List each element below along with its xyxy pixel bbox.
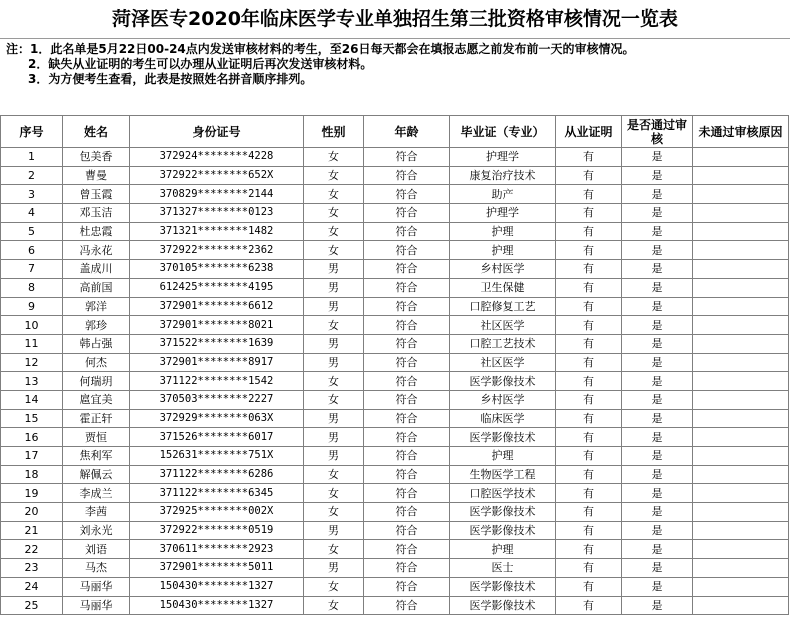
gender-cell[interactable]: 女 xyxy=(304,484,364,503)
note-line: 3．为方便考生查看，此表是按照姓名拼音顺序排列。 xyxy=(28,72,313,86)
table-row xyxy=(1,503,789,522)
major-cell[interactable]: 护理 xyxy=(450,540,556,559)
row-number-cell[interactable]: 9 xyxy=(1,297,63,316)
gender-cell[interactable]: 女 xyxy=(304,185,364,204)
fail-reason-cell[interactable] xyxy=(693,540,789,559)
table-row xyxy=(1,428,789,447)
id-number-cell[interactable]: 371522********1639 xyxy=(130,334,304,353)
id-number-cell[interactable]: 372922********0519 xyxy=(130,521,304,540)
table-row xyxy=(1,540,789,559)
employment-cert-cell[interactable]: 有 xyxy=(556,503,622,522)
employment-cert-cell[interactable]: 有 xyxy=(556,372,622,391)
row-number-cell[interactable]: 19 xyxy=(1,484,63,503)
table-row xyxy=(1,204,789,223)
id-number-cell[interactable]: 372922********652X xyxy=(130,166,304,185)
pass-status-cell[interactable]: 是 xyxy=(622,390,693,409)
employment-cert-cell[interactable]: 有 xyxy=(556,260,622,279)
gender-cell[interactable]: 男 xyxy=(304,559,364,578)
age-cell[interactable]: 符合 xyxy=(364,540,450,559)
header-cell[interactable]: 毕业证（专业） xyxy=(450,116,556,148)
fail-reason-cell[interactable] xyxy=(693,241,789,260)
employment-cert-cell[interactable]: 有 xyxy=(556,428,622,447)
name-cell[interactable]: 何瑞玥 xyxy=(63,372,130,391)
header-cell[interactable]: 从业证明 xyxy=(556,116,622,148)
pass-status-cell[interactable]: 是 xyxy=(622,148,693,167)
fail-reason-cell[interactable] xyxy=(693,316,789,335)
age-cell[interactable]: 符合 xyxy=(364,148,450,167)
table-row xyxy=(1,316,789,335)
row-number-cell[interactable]: 15 xyxy=(1,409,63,428)
table-row xyxy=(1,334,789,353)
major-cell[interactable]: 乡村医学 xyxy=(450,390,556,409)
age-cell[interactable]: 符合 xyxy=(364,428,450,447)
age-cell[interactable]: 符合 xyxy=(364,409,450,428)
gender-cell[interactable]: 女 xyxy=(304,204,364,223)
table-row xyxy=(1,241,789,260)
age-cell[interactable]: 符合 xyxy=(364,372,450,391)
fail-reason-cell[interactable] xyxy=(693,372,789,391)
row-number-cell[interactable]: 14 xyxy=(1,390,63,409)
employment-cert-cell[interactable]: 有 xyxy=(556,577,622,596)
major-cell[interactable]: 生物医学工程 xyxy=(450,465,556,484)
age-cell[interactable]: 符合 xyxy=(364,596,450,615)
major-cell[interactable]: 卫生保健 xyxy=(450,278,556,297)
table-row xyxy=(1,297,789,316)
employment-cert-cell[interactable]: 有 xyxy=(556,540,622,559)
id-number-cell[interactable]: 371122********6286 xyxy=(130,465,304,484)
name-cell[interactable]: 冯永花 xyxy=(63,241,130,260)
row-number-cell[interactable]: 22 xyxy=(1,540,63,559)
table-row xyxy=(1,390,789,409)
table-row xyxy=(1,484,789,503)
name-cell[interactable]: 李茜 xyxy=(63,503,130,522)
age-cell[interactable]: 符合 xyxy=(364,353,450,372)
major-cell[interactable]: 护理 xyxy=(450,447,556,466)
pass-status-cell[interactable]: 是 xyxy=(622,372,693,391)
employment-cert-cell[interactable]: 有 xyxy=(556,316,622,335)
gender-cell[interactable]: 男 xyxy=(304,278,364,297)
id-number-cell[interactable]: 370611********2923 xyxy=(130,540,304,559)
id-number-cell[interactable]: 372922********2362 xyxy=(130,241,304,260)
gender-cell[interactable]: 男 xyxy=(304,428,364,447)
employment-cert-cell[interactable]: 有 xyxy=(556,185,622,204)
review-table xyxy=(0,115,789,615)
employment-cert-cell[interactable]: 有 xyxy=(556,353,622,372)
age-cell[interactable]: 符合 xyxy=(364,278,450,297)
pass-status-cell[interactable]: 是 xyxy=(622,204,693,223)
id-number-cell[interactable]: 150430********1327 xyxy=(130,577,304,596)
pass-status-cell[interactable]: 是 xyxy=(622,222,693,241)
row-number-cell[interactable]: 2 xyxy=(1,166,63,185)
gender-cell[interactable]: 女 xyxy=(304,503,364,522)
id-number-cell[interactable]: 371321********1482 xyxy=(130,222,304,241)
major-cell[interactable]: 社区医学 xyxy=(450,353,556,372)
id-number-cell[interactable]: 372901********6612 xyxy=(130,297,304,316)
id-number-cell[interactable]: 372901********5011 xyxy=(130,559,304,578)
major-cell[interactable]: 口腔工艺技术 xyxy=(450,334,556,353)
name-cell[interactable]: 盖成川 xyxy=(63,260,130,279)
id-number-cell[interactable]: 370829********2144 xyxy=(130,185,304,204)
id-number-cell[interactable]: 370105********6238 xyxy=(130,260,304,279)
gender-cell[interactable]: 女 xyxy=(304,316,364,335)
fail-reason-cell[interactable] xyxy=(693,559,789,578)
fail-reason-cell[interactable] xyxy=(693,260,789,279)
table-row xyxy=(1,222,789,241)
row-number-cell[interactable]: 8 xyxy=(1,278,63,297)
gender-cell[interactable]: 男 xyxy=(304,353,364,372)
row-number-cell[interactable]: 1 xyxy=(1,148,63,167)
gender-cell[interactable]: 男 xyxy=(304,447,364,466)
table-row xyxy=(1,447,789,466)
note-line: 2．缺失从业证明的考生可以办理从业证明后再次发送审核材料。 xyxy=(28,57,373,71)
row-number-cell[interactable]: 11 xyxy=(1,334,63,353)
age-cell[interactable]: 符合 xyxy=(364,334,450,353)
name-cell[interactable]: 李成兰 xyxy=(63,484,130,503)
fail-reason-cell[interactable] xyxy=(693,390,789,409)
employment-cert-cell[interactable]: 有 xyxy=(556,559,622,578)
employment-cert-cell[interactable]: 有 xyxy=(556,409,622,428)
name-cell[interactable]: 贾恒 xyxy=(63,428,130,447)
employment-cert-cell[interactable]: 有 xyxy=(556,521,622,540)
row-number-cell[interactable]: 10 xyxy=(1,316,63,335)
id-number-cell[interactable]: 372929********063X xyxy=(130,409,304,428)
name-cell[interactable]: 曾玉霞 xyxy=(63,185,130,204)
row-number-cell[interactable]: 4 xyxy=(1,204,63,223)
fail-reason-cell[interactable] xyxy=(693,484,789,503)
employment-cert-cell[interactable]: 有 xyxy=(556,484,622,503)
employment-cert-cell[interactable]: 有 xyxy=(556,596,622,615)
employment-cert-cell[interactable]: 有 xyxy=(556,278,622,297)
id-number-cell[interactable]: 371327********0123 xyxy=(130,204,304,223)
name-cell[interactable]: 韩占强 xyxy=(63,334,130,353)
fail-reason-cell[interactable] xyxy=(693,297,789,316)
gender-cell[interactable]: 男 xyxy=(304,260,364,279)
fail-reason-cell[interactable] xyxy=(693,521,789,540)
gender-cell[interactable]: 女 xyxy=(304,577,364,596)
row-number-cell[interactable]: 13 xyxy=(1,372,63,391)
pass-status-cell[interactable]: 是 xyxy=(622,577,693,596)
age-cell[interactable]: 符合 xyxy=(364,204,450,223)
table-row xyxy=(1,260,789,279)
row-number-cell[interactable]: 25 xyxy=(1,596,63,615)
pass-status-cell[interactable]: 是 xyxy=(622,540,693,559)
gender-cell[interactable]: 女 xyxy=(304,166,364,185)
gender-cell[interactable]: 女 xyxy=(304,465,364,484)
employment-cert-cell[interactable]: 有 xyxy=(556,465,622,484)
header-cell[interactable]: 身份证号 xyxy=(130,116,304,148)
header-cell[interactable]: 未通过审核原因 xyxy=(693,116,789,148)
row-number-cell[interactable]: 5 xyxy=(1,222,63,241)
name-cell[interactable]: 扈宜美 xyxy=(63,390,130,409)
name-cell[interactable]: 刘永光 xyxy=(63,521,130,540)
pass-status-cell[interactable]: 是 xyxy=(622,297,693,316)
major-cell[interactable]: 医学影像技术 xyxy=(450,428,556,447)
table-row xyxy=(1,521,789,540)
table-row xyxy=(1,372,789,391)
major-cell[interactable]: 医学影像技术 xyxy=(450,503,556,522)
pass-status-cell[interactable]: 是 xyxy=(622,521,693,540)
row-number-cell[interactable]: 3 xyxy=(1,185,63,204)
id-number-cell[interactable]: 372901********8917 xyxy=(130,353,304,372)
gender-cell[interactable]: 男 xyxy=(304,409,364,428)
major-cell[interactable]: 护理学 xyxy=(450,148,556,167)
row-number-cell[interactable]: 21 xyxy=(1,521,63,540)
row-number-cell[interactable]: 17 xyxy=(1,447,63,466)
name-cell[interactable]: 高前国 xyxy=(63,278,130,297)
age-cell[interactable]: 符合 xyxy=(364,521,450,540)
age-cell[interactable]: 符合 xyxy=(364,465,450,484)
id-number-cell[interactable]: 371122********6345 xyxy=(130,484,304,503)
age-cell[interactable]: 符合 xyxy=(364,241,450,260)
gender-cell[interactable]: 女 xyxy=(304,372,364,391)
header-cell[interactable]: 性别 xyxy=(304,116,364,148)
major-cell[interactable]: 护理学 xyxy=(450,204,556,223)
table-row xyxy=(1,278,789,297)
id-number-cell[interactable]: 152631********751X xyxy=(130,447,304,466)
pass-status-cell[interactable]: 是 xyxy=(622,353,693,372)
fail-reason-cell[interactable] xyxy=(693,409,789,428)
age-cell[interactable]: 符合 xyxy=(364,316,450,335)
fail-reason-cell[interactable] xyxy=(693,278,789,297)
row-number-cell[interactable]: 18 xyxy=(1,465,63,484)
pass-status-cell[interactable]: 是 xyxy=(622,465,693,484)
gender-cell[interactable]: 女 xyxy=(304,390,364,409)
pass-status-cell[interactable]: 是 xyxy=(622,428,693,447)
fail-reason-cell[interactable] xyxy=(693,503,789,522)
gender-cell[interactable]: 女 xyxy=(304,596,364,615)
row-number-cell[interactable]: 16 xyxy=(1,428,63,447)
name-cell[interactable]: 解佩云 xyxy=(63,465,130,484)
page-title: 菏泽医专2020年临床医学专业单独招生第三批资格审核情况一览表 xyxy=(0,0,790,39)
name-cell[interactable]: 何杰 xyxy=(63,353,130,372)
major-cell[interactable]: 口腔医学技术 xyxy=(450,484,556,503)
age-cell[interactable]: 符合 xyxy=(364,559,450,578)
notes-block xyxy=(6,42,634,87)
pass-status-cell[interactable]: 是 xyxy=(622,260,693,279)
name-cell[interactable]: 马丽华 xyxy=(63,596,130,615)
name-cell[interactable]: 马杰 xyxy=(63,559,130,578)
id-number-cell[interactable]: 150430********1327 xyxy=(130,596,304,615)
age-cell[interactable]: 符合 xyxy=(364,503,450,522)
table-row xyxy=(1,148,789,167)
age-cell[interactable]: 符合 xyxy=(364,484,450,503)
name-cell[interactable]: 马丽华 xyxy=(63,577,130,596)
id-number-cell[interactable]: 371526********6017 xyxy=(130,428,304,447)
fail-reason-cell[interactable] xyxy=(693,465,789,484)
employment-cert-cell[interactable]: 有 xyxy=(556,148,622,167)
major-cell[interactable]: 康复治疗技术 xyxy=(450,166,556,185)
pass-status-cell[interactable]: 是 xyxy=(622,185,693,204)
age-cell[interactable]: 符合 xyxy=(364,577,450,596)
age-cell[interactable]: 符合 xyxy=(364,222,450,241)
employment-cert-cell[interactable]: 有 xyxy=(556,390,622,409)
name-cell[interactable]: 郭洋 xyxy=(63,297,130,316)
major-cell[interactable]: 临床医学 xyxy=(450,409,556,428)
gender-cell[interactable]: 女 xyxy=(304,540,364,559)
major-cell[interactable]: 医学影像技术 xyxy=(450,521,556,540)
name-cell[interactable]: 邓玉洁 xyxy=(63,204,130,223)
id-number-cell[interactable]: 372925********002X xyxy=(130,503,304,522)
pass-status-cell[interactable]: 是 xyxy=(622,503,693,522)
id-number-cell[interactable]: 371122********1542 xyxy=(130,372,304,391)
employment-cert-cell[interactable]: 有 xyxy=(556,222,622,241)
pass-status-cell[interactable]: 是 xyxy=(622,559,693,578)
name-cell[interactable]: 焦利军 xyxy=(63,447,130,466)
table-row xyxy=(1,559,789,578)
header-cell[interactable]: 序号 xyxy=(1,116,63,148)
pass-status-cell[interactable]: 是 xyxy=(622,447,693,466)
gender-cell[interactable]: 男 xyxy=(304,521,364,540)
pass-status-cell[interactable]: 是 xyxy=(622,334,693,353)
major-cell[interactable]: 医学影像技术 xyxy=(450,577,556,596)
fail-reason-cell[interactable] xyxy=(693,428,789,447)
employment-cert-cell[interactable]: 有 xyxy=(556,204,622,223)
age-cell[interactable]: 符合 xyxy=(364,297,450,316)
fail-reason-cell[interactable] xyxy=(693,148,789,167)
gender-cell[interactable]: 男 xyxy=(304,334,364,353)
fail-reason-cell[interactable] xyxy=(693,577,789,596)
fail-reason-cell[interactable] xyxy=(693,353,789,372)
age-cell[interactable]: 符合 xyxy=(364,185,450,204)
name-cell[interactable]: 郭珍 xyxy=(63,316,130,335)
note-line: 注：1．此名单是5月22日00-24点内发送审核材料的考生，至26日每天都会在填报志愿之前发布前一天的审核情况。 xyxy=(6,42,635,56)
major-cell[interactable]: 社区医学 xyxy=(450,316,556,335)
header-cell[interactable]: 姓名 xyxy=(63,116,130,148)
gender-cell[interactable]: 女 xyxy=(304,222,364,241)
major-cell[interactable]: 护理 xyxy=(450,241,556,260)
employment-cert-cell[interactable]: 有 xyxy=(556,241,622,260)
fail-reason-cell[interactable] xyxy=(693,447,789,466)
name-cell[interactable]: 霍正轩 xyxy=(63,409,130,428)
row-number-cell[interactable]: 12 xyxy=(1,353,63,372)
table-row xyxy=(1,353,789,372)
major-cell[interactable]: 口腔修复工艺 xyxy=(450,297,556,316)
pass-status-cell[interactable]: 是 xyxy=(622,316,693,335)
major-cell[interactable]: 乡村医学 xyxy=(450,260,556,279)
pass-status-cell[interactable]: 是 xyxy=(622,278,693,297)
gender-cell[interactable]: 男 xyxy=(304,297,364,316)
table-row xyxy=(1,596,789,615)
header-cell[interactable]: 年龄 xyxy=(364,116,450,148)
pass-status-cell[interactable]: 是 xyxy=(622,596,693,615)
employment-cert-cell[interactable]: 有 xyxy=(556,297,622,316)
pass-status-cell[interactable]: 是 xyxy=(622,409,693,428)
row-number-cell[interactable]: 6 xyxy=(1,241,63,260)
employment-cert-cell[interactable]: 有 xyxy=(556,166,622,185)
major-cell[interactable]: 护理 xyxy=(450,222,556,241)
id-number-cell[interactable]: 372901********8021 xyxy=(130,316,304,335)
fail-reason-cell[interactable] xyxy=(693,334,789,353)
table-row xyxy=(1,465,789,484)
pass-status-cell[interactable]: 是 xyxy=(622,484,693,503)
employment-cert-cell[interactable]: 有 xyxy=(556,447,622,466)
fail-reason-cell[interactable] xyxy=(693,166,789,185)
major-cell[interactable]: 医学影像技术 xyxy=(450,372,556,391)
id-number-cell[interactable]: 372924********4228 xyxy=(130,148,304,167)
major-cell[interactable]: 医士 xyxy=(450,559,556,578)
fail-reason-cell[interactable] xyxy=(693,222,789,241)
name-cell[interactable]: 曹曼 xyxy=(63,166,130,185)
gender-cell[interactable]: 女 xyxy=(304,148,364,167)
header-cell[interactable]: 是否通过审核 xyxy=(622,116,693,148)
row-number-cell[interactable]: 20 xyxy=(1,503,63,522)
row-number-cell[interactable]: 7 xyxy=(1,260,63,279)
id-number-cell[interactable]: 370503********2227 xyxy=(130,390,304,409)
age-cell[interactable]: 符合 xyxy=(364,260,450,279)
pass-status-cell[interactable]: 是 xyxy=(622,166,693,185)
major-cell[interactable]: 助产 xyxy=(450,185,556,204)
table-row xyxy=(1,577,789,596)
table-row xyxy=(1,409,789,428)
pass-status-cell[interactable]: 是 xyxy=(622,241,693,260)
table-row xyxy=(1,185,789,204)
name-cell[interactable]: 刘语 xyxy=(63,540,130,559)
age-cell[interactable]: 符合 xyxy=(364,390,450,409)
fail-reason-cell[interactable] xyxy=(693,596,789,615)
row-number-cell[interactable]: 23 xyxy=(1,559,63,578)
fail-reason-cell[interactable] xyxy=(693,204,789,223)
name-cell[interactable]: 杜忠霞 xyxy=(63,222,130,241)
gender-cell[interactable]: 女 xyxy=(304,241,364,260)
table-row xyxy=(1,166,789,185)
employment-cert-cell[interactable]: 有 xyxy=(556,334,622,353)
id-number-cell[interactable]: 612425********4195 xyxy=(130,278,304,297)
name-cell[interactable]: 包美香 xyxy=(63,148,130,167)
major-cell[interactable]: 医学影像技术 xyxy=(450,596,556,615)
fail-reason-cell[interactable] xyxy=(693,185,789,204)
age-cell[interactable]: 符合 xyxy=(364,166,450,185)
age-cell[interactable]: 符合 xyxy=(364,447,450,466)
row-number-cell[interactable]: 24 xyxy=(1,577,63,596)
header-row xyxy=(1,116,789,148)
